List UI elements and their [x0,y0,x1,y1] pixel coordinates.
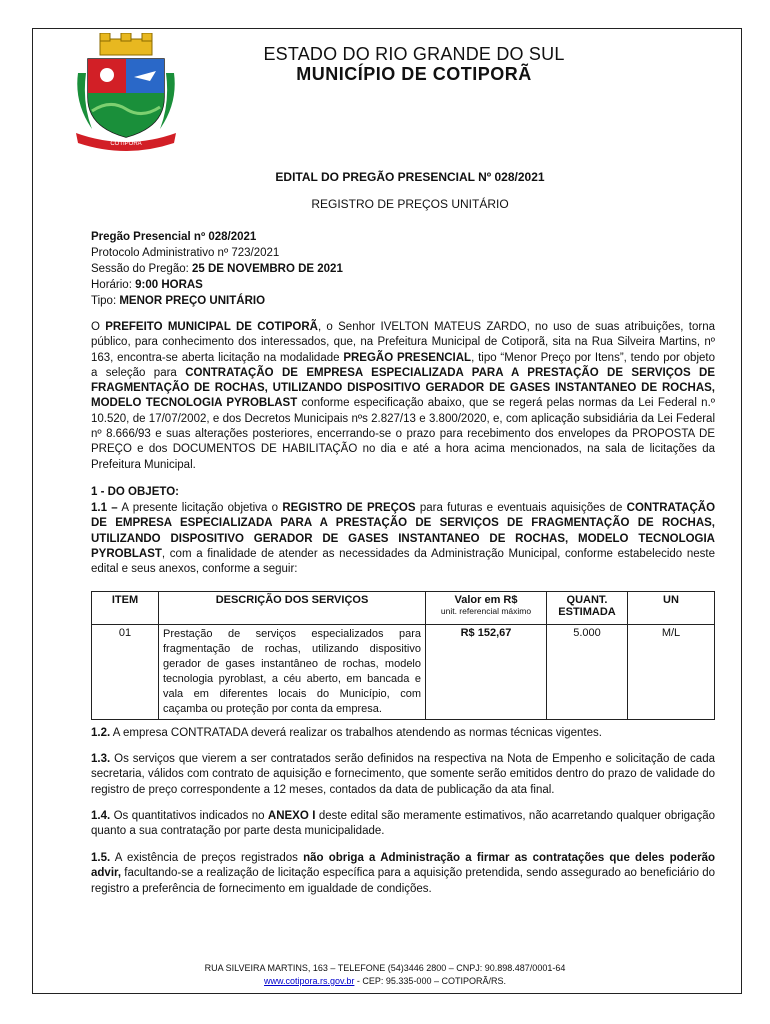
municipal-crest-logo [70,33,182,151]
info-block [91,229,343,309]
horario-line: Horário: 9:00 HORAS [91,279,203,291]
protocolo-line: Protocolo Administrativo nº 723/2021 [91,247,280,259]
state-name: ESTADO DO RIO GRANDE DO SUL [263,44,565,64]
cell-descricao: Prestação de serviços especializados para fragmentação de rochas, utilizando dispositivo gerador de gases instantâneo de rochas, modelo tecnologia pyroblast, a céu aberto, em bancada e vala em diferentes locais do Município, com caçamba ou proteção por conta da empresa. [159,625,426,720]
edital-title: EDITAL DO PREGÃO PRESENCIAL Nº 028/2021 [275,170,545,184]
pregao-number: Pregão Presencial nº 028/2021 [91,231,257,243]
footer-line2: www.cotipora.rs.gov.br - CEP: 95.335-000 – COTIPORÃ/RS. [264,976,506,986]
col-quant: QUANT. ESTIMADA [547,592,628,625]
cell-un: M/L [628,625,715,720]
section-1-5: 1.5. A existência de preços registrados não obriga a Administração a firmar as contratações que deles poderão advir, facultando-se a realização de licitação específica para a aquisição pretendida, sendo assegurado ao beneficiário do registro a preferência de fornecimento em igualdade de condições. [91,852,716,895]
section-1-2: 1.2. A empresa CONTRATADA deverá realizar os trabalhos atendendo as normas técnicas vigentes. [91,727,602,739]
footer-address: RUA SILVEIRA MARTINS, 163 – TELEFONE (54)3446 2800 – CNPJ: 90.898.487/0001-64 [204,963,566,973]
sessao-line: Sessão do Pregão: 25 DE NOVEMBRO DE 2021 [91,263,343,275]
section-heading: 1 - DO OBJETO: [91,486,179,498]
intro-paragraph: O PREFEITO MUNICIPAL DE COTIPORÃ, o Senhor IVELTON MATEUS ZARDO, no uso de suas atribuições, torna público, para conhecimento dos interessados, que, na Prefeitura Municipal de Cotiporã, sita na Rua Silveira Martins, nº 163, encontra-se aberta licitação na modalidade PREGÃO PRESENCIAL, tipo “Menor Preço por Itens”, tendo por objeto a seleção para CONTRATAÇÃO DE EMPRESA ESPECIALIZADA PARA A PRESTAÇÃO DE SERVIÇOS DE FRAGMENTAÇÃO DE ROCHAS, UTILIZANDO DISPOSITIVO GERADOR DE GASES INSTANTANEO DE ROCHAS, MODELO TECNOLOGIA PYROBLAST conforme especificação abaixo, que se regerá pelas normas da Lei Federal n.º 10.520, de 17/07/2002, e dos Decretos Municipais nºs 2.827/13 e 3.800/2020, e, com aplicação subsidiária da Lei Federal nº 8.666/93 e suas alterações posteriores, encerrando-se o prazo para recebimento dos envelopes da PROPOSTA DE PREÇO e dos DOCUMENTOS DE HABILITAÇÃO no dia e até a hora acima mencionados, na sala de licitações da Prefeitura Municipal. [91,321,715,471]
crest-year-right: 1982 [150,130,162,136]
cell-valor: R$ 152,67 [426,625,547,720]
section-1-3: 1.3. Os serviços que vierem a ser contratados serão definidos na respectiva na Nota de Empenho e solicitação de cada secretaria, válidos com contrato de aquisição e fornecimento, que somente serão emitidos dentro do prazo de validade do registro de preço correspondente a 12 meses, contados da data de publicação da ata final. [91,753,715,796]
cell-item: 01 [92,625,159,720]
municipality-name: MUNICÍPIO DE COTIPORÃ [296,64,532,84]
crest-year-left: 15-05 [92,130,105,136]
crest-ribbon-text: COTIPORÃ [110,141,142,147]
table-row [92,625,715,720]
tipo-line: Tipo: MENOR PREÇO UNITÁRIO [91,295,266,307]
col-item: ITEM [92,592,159,625]
crest-crown [100,33,152,55]
col-descricao: DESCRIÇÃO DOS SERVIÇOS [159,592,426,625]
website-link[interactable]: www.cotipora.rs.gov.br [264,976,355,986]
col-valor: Valor em R$ unit. referencial máximo [426,592,547,625]
section-1-1: 1.1 – A presente licitação objetiva o REGISTRO DE PREÇOS para futuras e eventuais aquisições de CONTRATAÇÃO DE EMPRESA ESPECIALIZADA PARA A PRESTAÇÃO DE SERVIÇOS DE FRAGMENTAÇÃO DE ROCHAS, UTILIZANDO DISPOSITIVO GERADOR DE GASES INSTANTANEO DE ROCHAS, MODELO TECNOLOGIA PYROBLAST, com a finalidade de atender as necessidades da Administração Municipal, conforme estabelecido neste edital e seus anexos, conforme a seguir: [91,502,716,576]
items-table [91,591,715,720]
col-un: UN [628,592,715,625]
registro-title: REGISTRO DE PREÇOS UNITÁRIO [311,197,509,211]
footer [90,962,680,988]
cell-quant: 5.000 [547,625,628,720]
table-header-row [92,592,715,625]
section-1-4: 1.4. Os quantitativos indicados no ANEXO I deste edital são meramente estimativos, não acarretando qualquer obrigação quanto a sua contratação por parte desta municipalidade. [91,810,715,838]
